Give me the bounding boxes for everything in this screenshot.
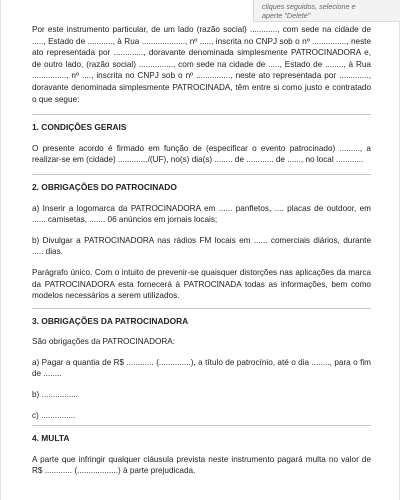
intro-paragraph: Por este instrumento particular, de um lado (razão social) ............, com sede na cidade de ....., Estado de ..........., à Rua ..................., nº ....., inscrita no CNPJ sob o nº ..............., neste ato representada por ............., doravante denominada simplesmente PATROCINADORA e, de outro lado, (razão social) ..............., com sede na cidade de ....., Estado de ........, à Rua ..............., nº ...., inscrita no CNPJ sob o nº ..............., neste ato representada por ............., doravante denominada simplesmente PATROCINADA, têm entre si como justo e contratado o que segue: xyxy=(32,25,371,104)
instruction-note xyxy=(253,0,400,22)
section-heading-1: 1. CONDIÇÕES GERAIS xyxy=(32,122,127,133)
section-divider xyxy=(32,308,371,309)
section-heading-3: 3. OBRIGAÇÕES DA PATROCINADORA xyxy=(32,315,189,326)
section-3-paragraph-2: a) Pagar a quantia de R$ ............ (..............), a título de patrocínio, até o dia ........, para o fim de ........ xyxy=(32,357,371,379)
contract-body xyxy=(32,24,371,477)
section-divider xyxy=(32,425,371,426)
note-line-1: cliques seguidos, selecione e xyxy=(262,2,356,11)
section-heading-4: 4. MULTA xyxy=(32,433,70,444)
section-2-paragraph-1: a) Inserir a logomarca da PATROCINADORA em ...... panfletos, .... placas de outdoor, em ...... camisetas, ....... 06 anúncios em jornais locais; xyxy=(32,203,371,225)
note-line-2: aperte "Delete" xyxy=(262,11,311,20)
section-divider xyxy=(32,114,371,115)
section-heading-2: 2. OBRIGAÇÕES DO PATROCINADO xyxy=(32,181,177,192)
section-1-paragraph-1: O presente acordo é firmado em função de (especificar o evento patrocinado) ........., a realizar-se em (cidade) ............./(UF), no(s) dia(s) ........ de ............ de ......, no local ............ xyxy=(32,143,371,165)
section-3-paragraph-4: c) ............... xyxy=(32,410,76,420)
section-4-paragraph-1: A parte que infringir qualquer cláusula prevista neste instrumento pagará multa no valor de R$ ............ (..................) à parte prejudicada. xyxy=(32,454,371,476)
section-3-paragraph-3: b) ................ xyxy=(32,390,78,400)
section-2-paragraph-2: b) Divulgar a PATROCINADORA nas rádios FM locais em ...... comerciais diários, durante ..... dias. xyxy=(32,235,371,257)
section-divider xyxy=(32,174,371,175)
section-2-paragraph-3: Parágrafo único. Com o intuito de prevenir-se quaisquer distorções nas aplicações da marca da PATROCINADORA esta fornecerá à PATROCINADA todas as informações, bem como modelos necessários a serem utilizados. xyxy=(32,267,371,301)
section-3-paragraph-1: São obrigações da PATROCINADORA: xyxy=(32,337,176,347)
